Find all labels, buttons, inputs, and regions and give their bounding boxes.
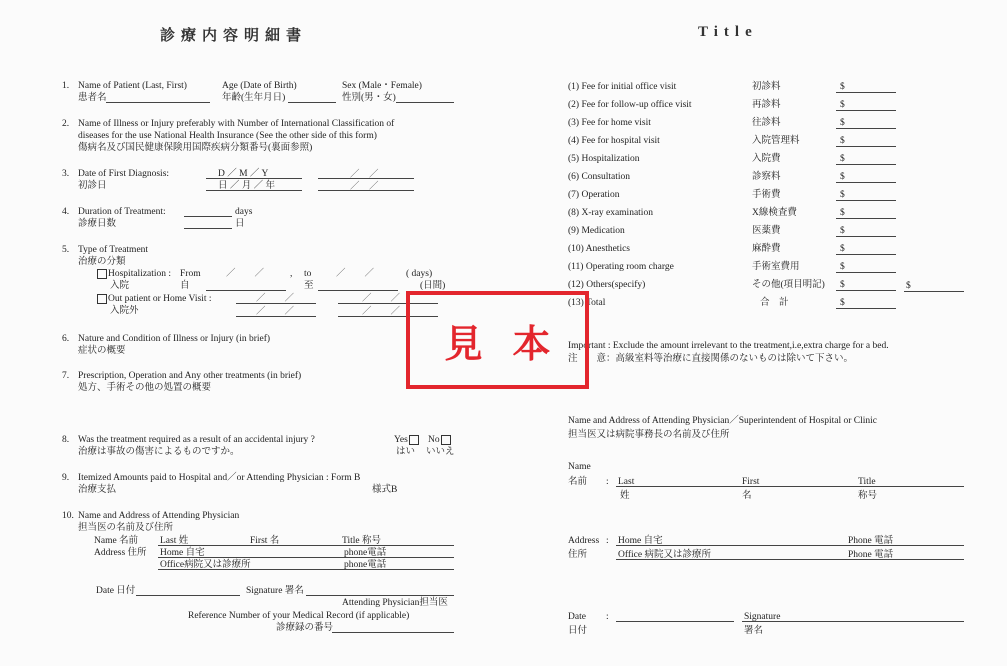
fee-amount-field[interactable]: [836, 200, 896, 201]
colon-mark: :: [606, 477, 609, 487]
right-home-label: Home 自宅: [618, 536, 663, 546]
physician-office-field[interactable]: [158, 569, 454, 570]
fee-label: (4) Fee for hospital visit: [568, 136, 660, 146]
days-paren: ( days): [406, 269, 433, 279]
fee-currency: $: [840, 280, 845, 290]
yes-checkbox[interactable]: [409, 435, 419, 445]
right-form-title: Title: [698, 24, 758, 40]
slash-mark: ／ ／: [226, 269, 265, 279]
slash-mark: ／ ／: [336, 269, 375, 279]
physician-home-field[interactable]: [158, 557, 454, 558]
illness-label-jp: 傷病名及び国民健康保険用国際疾病分類番号(裏面参照): [78, 143, 313, 153]
right-signature-label-jp: 署名: [744, 626, 764, 636]
fee-label: (8) X-ray examination: [568, 208, 653, 218]
fee-currency: $: [840, 100, 845, 110]
fee-amount-field[interactable]: [836, 308, 896, 309]
physician-name-label: Name 名前: [94, 536, 139, 546]
reference-field[interactable]: [332, 632, 454, 633]
reference-label: Reference Number of your Medical Record (if applicable): [188, 611, 410, 621]
fee-amount-field[interactable]: [836, 182, 896, 183]
hospitalization-label: Hospitalization :: [108, 269, 172, 279]
form-b-jp: 様式B: [372, 485, 398, 495]
physician-title-label: Title 称号: [342, 536, 381, 546]
fee-currency: $: [840, 154, 845, 164]
slash-mark: ／ ／: [362, 294, 401, 304]
s9-num: 9.: [62, 473, 70, 483]
accident-label-jp: 治療は事故の傷害によるものですか。: [78, 447, 240, 457]
hospitalization-label-jp: 入院: [110, 281, 130, 291]
fee-label: (3) Fee for home visit: [568, 118, 651, 128]
important-note: Important : Exclude the amount irrelevant to the treatment,i.e,extra charge for a bed.: [568, 341, 889, 351]
s7-num: 7.: [62, 371, 70, 381]
fee-currency: $: [840, 136, 845, 146]
right-address-label-jp: 住所: [568, 550, 588, 560]
patient-name-label: Name of Patient (Last, First): [78, 81, 187, 91]
fee-label: (9) Medication: [568, 226, 625, 236]
fee-label-jp: 麻酔費: [752, 244, 781, 254]
condition-label: Nature and Condition of Illness or Injury (in brief): [78, 334, 271, 344]
accident-label: Was the treatment required as a result of an accidental injury ?: [78, 435, 315, 445]
fee-label: (1) Fee for initial office visit: [568, 82, 677, 92]
fee-label-jp: 往診料: [752, 118, 781, 128]
colon-mark: :: [606, 612, 609, 622]
physician-phone2-label: phone電話: [344, 560, 387, 570]
right-first-label: First: [742, 477, 760, 487]
age-label: Age (Date of Birth): [222, 81, 297, 91]
to-label-jp: 至: [304, 281, 314, 291]
fee-amount-field[interactable]: [836, 218, 896, 219]
physician-address-label: Address 住所: [94, 548, 147, 558]
right-office-label: Office 病院又は診療所: [618, 550, 711, 560]
physician-office-label: Office病院又は診療所: [160, 560, 251, 570]
signature-label: Signature 署名: [246, 586, 304, 596]
fee-amount-field[interactable]: [836, 146, 896, 147]
from-label-jp: 自: [180, 281, 190, 291]
s6-num: 6.: [62, 334, 70, 344]
to-label: to: [304, 269, 312, 279]
sample-stamp-text: 見本: [444, 321, 581, 366]
right-mei-label: 名: [742, 491, 752, 501]
nichi-unit: 日: [235, 219, 245, 229]
illness-label-1: Name of Illness or Injury preferably with Number of International Classification of: [78, 119, 395, 129]
right-sei-label: 姓: [620, 491, 630, 501]
to-date-field[interactable]: [318, 290, 398, 291]
fee-amount-field[interactable]: [836, 254, 896, 255]
slash-mark: ／ ／: [256, 294, 295, 304]
age-label-jp: 年齢(生年月日): [222, 93, 286, 103]
fee-amount-field[interactable]: [836, 164, 896, 165]
physician-label-jp: 担当医の名前及び住所: [78, 523, 174, 533]
fee-label-jp: X線検査費: [752, 208, 797, 218]
fee-label-jp: 診察料: [752, 172, 781, 182]
comma-mark: ,: [290, 269, 293, 279]
right-physician-label: Name and Address of Attending Physician／Superintendent of Hospital or Clinic: [568, 416, 877, 426]
fee-label-jp: 再診料: [752, 100, 781, 110]
dmy-hint: D ／ M ／ Y: [218, 169, 269, 179]
right-phone2-label: Phone 電話: [848, 550, 894, 560]
illness-label-2: diseases for the use National Health Insurance (See the other side of this form): [78, 131, 377, 141]
signature-field[interactable]: [306, 595, 454, 596]
right-last-label: Last: [618, 477, 635, 487]
prescription-label: Prescription, Operation and Any other treatments (in brief): [78, 371, 302, 381]
fee-currency: $: [840, 208, 845, 218]
treatment-type-label: Type of Treatment: [78, 245, 149, 255]
left-form-title: 診療内容明細書: [160, 28, 308, 44]
duration-label-jp: 診療日数: [78, 219, 117, 229]
no-label: No: [428, 435, 440, 445]
iie-label: いいえ: [426, 447, 455, 457]
duration-label: Duration of Treatment:: [78, 207, 166, 217]
fee-label-jp: その他(項目明記): [752, 280, 825, 290]
others-currency-2: $: [906, 281, 911, 291]
slash-mark: ／ ／: [256, 307, 295, 317]
s10-num: 10.: [62, 511, 74, 521]
date-field[interactable]: [136, 595, 240, 596]
fee-currency: $: [840, 244, 845, 254]
first-diagnosis-label: Date of First Diagnosis:: [78, 169, 170, 179]
first-diagnosis-field[interactable]: [206, 178, 302, 179]
fee-label: (2) Fee for follow-up office visit: [568, 100, 692, 110]
condition-label-jp: 症状の概要: [78, 346, 126, 356]
fee-label: (7) Operation: [568, 190, 620, 200]
fee-currency: $: [840, 172, 845, 182]
prescription-label-jp: 処方、手術その他の処置の概要: [78, 383, 212, 393]
fee-amount-field[interactable]: [836, 272, 896, 273]
hai-label: はい: [396, 447, 416, 457]
patient-name-field[interactable]: [106, 102, 210, 103]
fee-label-jp: 医薬費: [752, 226, 781, 236]
fee-label-jp: 入院費: [752, 154, 781, 164]
fee-label-jp: 手術室費用: [752, 262, 800, 272]
reference-label-jp: 診療録の番号: [276, 623, 334, 633]
outpatient-label-jp: 入院外: [110, 306, 139, 316]
right-home-field[interactable]: [616, 545, 964, 546]
right-office-field[interactable]: [616, 559, 964, 560]
right-title-label: Title: [858, 477, 876, 487]
from-date-field[interactable]: [206, 290, 286, 291]
date-label: Date 日付: [96, 586, 136, 596]
right-name-label: Name: [568, 462, 591, 472]
fee-label-jp: 入院管理料: [752, 136, 800, 146]
fee-currency: $: [840, 226, 845, 236]
outpatient-checkbox[interactable]: [97, 294, 107, 304]
fee-amount-field[interactable]: [836, 110, 896, 111]
fee-amount-field[interactable]: [836, 128, 896, 129]
slash-mark: ／ ／: [350, 170, 379, 180]
treatment-type-label-jp: 治療の分類: [78, 257, 126, 267]
attending-label: Attending Physician担当医: [342, 598, 448, 608]
fee-currency: $: [840, 82, 845, 92]
fee-currency: $: [840, 190, 845, 200]
hospitalization-checkbox[interactable]: [97, 269, 107, 279]
fee-label: (12) Others(specify): [568, 280, 646, 290]
fee-label: (10) Anesthetics: [568, 244, 631, 254]
days-paren-jp: (日間): [420, 281, 446, 291]
yes-label: Yes: [394, 435, 408, 445]
right-name-field[interactable]: [616, 486, 964, 487]
right-date-label-jp: 日付: [568, 626, 588, 636]
sex-label: Sex (Male・Female): [342, 81, 422, 91]
s8-num: 8.: [62, 435, 70, 445]
right-name-label-jp: 名前: [568, 477, 588, 487]
duration-field[interactable]: [184, 216, 232, 217]
s5-num: 5.: [62, 245, 70, 255]
fee-amount-field[interactable]: [836, 236, 896, 237]
fee-label: (13) Total: [568, 298, 606, 308]
itemized-label-jp: 治療支払: [78, 485, 117, 495]
fee-label: (5) Hospitalization: [568, 154, 640, 164]
s3-num: 3.: [62, 169, 70, 179]
right-physician-label-jp: 担当医又は病院事務長の名前及び住所: [568, 430, 730, 440]
right-shogo-label: 称号: [858, 491, 878, 501]
sex-label-jp: 性別(男・女): [342, 93, 396, 103]
fee-label-jp: 手術費: [752, 190, 781, 200]
first-diagnosis-label-jp: 初診日: [78, 181, 107, 191]
duration-field-jp: [184, 228, 232, 229]
itemized-label: Itemized Amounts paid to Hospital and／or Attending Physician : Form B: [78, 473, 361, 483]
important-note-jp: 注 意：高級室料等治療に直接関係のないものは除いて下さい。: [568, 354, 854, 364]
fee-currency: $: [840, 262, 845, 272]
fee-label: (11) Operating room charge: [568, 262, 674, 272]
right-phone1-label: Phone 電話: [848, 536, 894, 546]
physician-name-field[interactable]: [158, 545, 454, 546]
ymd-hint: 日 ／ 月 ／ 年: [218, 181, 276, 191]
fee-label-jp: 合 計: [760, 298, 789, 308]
fee-label: (6) Consultation: [568, 172, 631, 182]
s4-num: 4.: [62, 207, 70, 217]
right-date-label: Date: [568, 612, 586, 622]
from-label: From: [180, 269, 201, 279]
s2-num: 2.: [62, 119, 70, 129]
age-field[interactable]: [288, 102, 336, 103]
fee-label-jp: 初診料: [752, 82, 781, 92]
days-unit: days: [235, 207, 253, 217]
right-address-label: Address: [568, 536, 600, 546]
no-checkbox[interactable]: [441, 435, 451, 445]
fee-currency: $: [840, 298, 845, 308]
colon-mark: :: [606, 536, 609, 546]
fee-currency: $: [840, 118, 845, 128]
sample-stamp: [406, 291, 589, 389]
physician-last-label: Last 姓: [160, 536, 189, 546]
slash-mark: ／ ／: [362, 307, 401, 317]
physician-home-label: Home 自宅: [160, 548, 205, 558]
physician-first-label: First 名: [250, 536, 280, 546]
patient-name-label-jp: 患者名: [78, 93, 107, 103]
slash-mark: ／ ／: [350, 182, 379, 192]
others-amount-2[interactable]: [904, 291, 964, 292]
fee-amount-field[interactable]: [836, 92, 896, 93]
fee-amount-field[interactable]: [836, 290, 896, 291]
right-signature-field[interactable]: [742, 621, 964, 622]
sex-field[interactable]: [396, 102, 454, 103]
right-date-field[interactable]: [616, 621, 734, 622]
s1-num: 1.: [62, 81, 70, 91]
right-signature-label: Signature: [744, 612, 781, 622]
physician-label: Name and Address of Attending Physician: [78, 511, 240, 521]
outpatient-label: Out patient or Home Visit :: [108, 294, 212, 304]
physician-phone1-label: phone電話: [344, 548, 387, 558]
first-diagnosis-field-jp: [206, 190, 302, 191]
